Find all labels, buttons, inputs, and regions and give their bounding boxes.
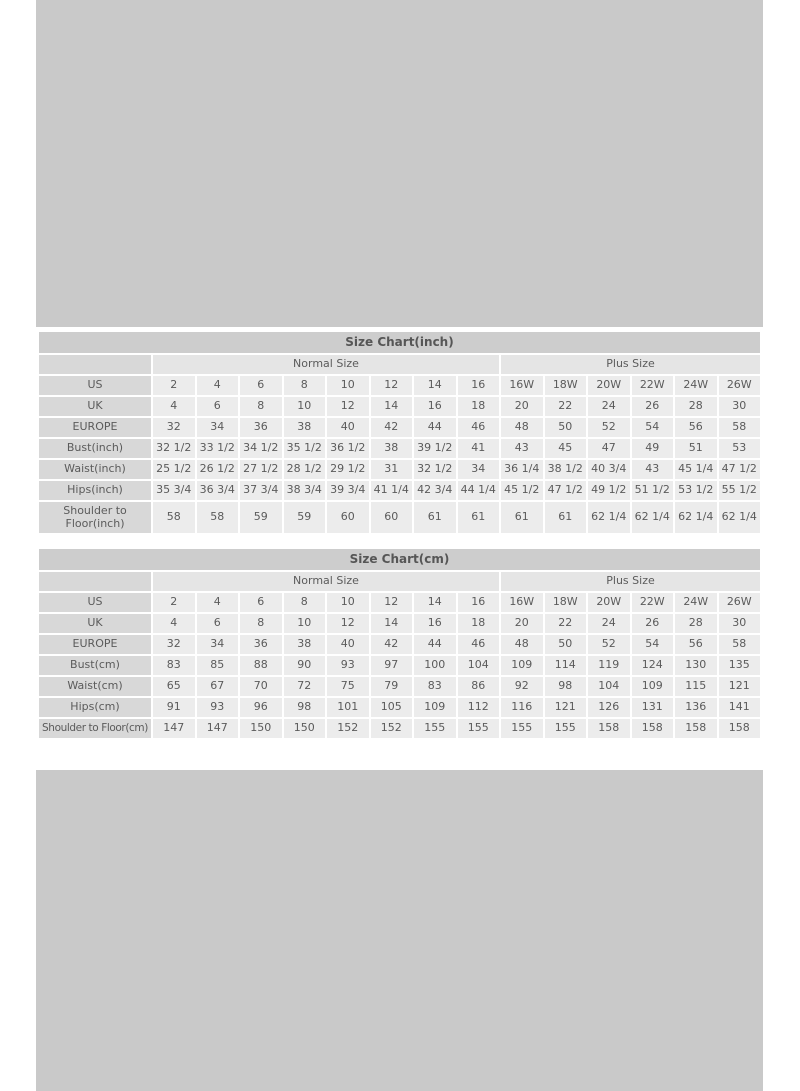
size-cell: 85	[197, 656, 239, 675]
size-cell: 6	[197, 397, 239, 416]
table-row	[39, 635, 760, 654]
size-cell: 30	[719, 397, 761, 416]
size-cell: 39 1/2	[414, 439, 456, 458]
size-cell: 56	[675, 635, 717, 654]
size-cell: 25 1/2	[153, 460, 195, 479]
size-cell: 20W	[588, 593, 630, 612]
size-cell: 4	[197, 376, 239, 395]
size-cell: 158	[588, 719, 630, 738]
size-cell: 70	[240, 677, 282, 696]
size-cell: 83	[414, 677, 456, 696]
size-cell: 48	[501, 635, 543, 654]
size-cell: 41 1/4	[371, 481, 413, 500]
size-cell: 54	[632, 635, 674, 654]
size-cell: 18W	[545, 376, 587, 395]
table-body	[39, 376, 760, 533]
table-row	[39, 460, 760, 479]
size-cell: 83	[153, 656, 195, 675]
size-cell: 62 1/4	[588, 502, 630, 533]
size-cell: 158	[632, 719, 674, 738]
size-cell: 32	[153, 635, 195, 654]
size-cell: 121	[545, 698, 587, 717]
row-label: Hips(inch)	[39, 481, 151, 500]
size-cell: 34	[197, 635, 239, 654]
size-cell: 4	[197, 593, 239, 612]
size-cell: 136	[675, 698, 717, 717]
size-cell: 43	[501, 439, 543, 458]
table-title-row	[39, 332, 760, 353]
size-cell: 126	[588, 698, 630, 717]
plus-size-header: Plus Size	[501, 572, 760, 591]
size-cell: 42	[371, 635, 413, 654]
row-label: UK	[39, 397, 151, 416]
size-cell: 14	[371, 397, 413, 416]
size-cell: 47 1/2	[719, 460, 761, 479]
size-cell: 24W	[675, 376, 717, 395]
table-header	[39, 332, 760, 374]
size-cell: 26W	[719, 376, 761, 395]
size-cell: 36 1/4	[501, 460, 543, 479]
size-cell: 16W	[501, 376, 543, 395]
size-cell: 16W	[501, 593, 543, 612]
size-cell: 36 3/4	[197, 481, 239, 500]
size-cell: 39 3/4	[327, 481, 369, 500]
size-cell: 51 1/2	[632, 481, 674, 500]
size-cell: 26 1/2	[197, 460, 239, 479]
size-cell: 48	[501, 418, 543, 437]
size-cell: 50	[545, 635, 587, 654]
size-cell: 26W	[719, 593, 761, 612]
normal-size-header: Normal Size	[153, 355, 499, 374]
size-cell: 37 3/4	[240, 481, 282, 500]
row-label: Shoulder to Floor(inch)	[39, 502, 151, 533]
row-label: US	[39, 593, 151, 612]
size-cell: 6	[240, 593, 282, 612]
size-cell: 38	[371, 439, 413, 458]
size-cell: 32	[153, 418, 195, 437]
table-body	[39, 593, 760, 738]
size-cell: 14	[371, 614, 413, 633]
size-cell: 28	[675, 397, 717, 416]
size-cell: 51	[675, 439, 717, 458]
size-cell: 14	[414, 376, 456, 395]
table-row	[39, 719, 760, 738]
size-cell: 97	[371, 656, 413, 675]
table-row	[39, 418, 760, 437]
size-cell: 30	[719, 614, 761, 633]
size-cell: 32 1/2	[153, 439, 195, 458]
size-cell: 152	[371, 719, 413, 738]
table-row	[39, 481, 760, 500]
size-cell: 158	[719, 719, 761, 738]
row-label: Shoulder to Floor(cm)	[39, 719, 151, 738]
size-cell: 2	[153, 593, 195, 612]
size-cell: 14	[414, 593, 456, 612]
size-cell: 32 1/2	[414, 460, 456, 479]
size-group-row	[39, 355, 760, 374]
size-cell: 45	[545, 439, 587, 458]
size-cell: 47 1/2	[545, 481, 587, 500]
size-cell: 114	[545, 656, 587, 675]
size-chart-cm-table	[37, 547, 762, 740]
size-cell: 8	[284, 593, 326, 612]
size-cell: 52	[588, 635, 630, 654]
size-cell: 22	[545, 397, 587, 416]
size-cell: 155	[501, 719, 543, 738]
size-cell: 43	[632, 460, 674, 479]
size-cell: 135	[719, 656, 761, 675]
size-cell: 45 1/2	[501, 481, 543, 500]
size-cell: 12	[371, 593, 413, 612]
size-cell: 40	[327, 635, 369, 654]
size-cell: 115	[675, 677, 717, 696]
size-cell: 28	[675, 614, 717, 633]
size-cell: 6	[240, 376, 282, 395]
size-cell: 10	[284, 614, 326, 633]
size-cell: 22	[545, 614, 587, 633]
size-cell: 42 3/4	[414, 481, 456, 500]
size-cell: 44 1/4	[458, 481, 500, 500]
size-cell: 24	[588, 397, 630, 416]
size-cell: 12	[327, 614, 369, 633]
size-cell: 22W	[632, 376, 674, 395]
row-label: Waist(cm)	[39, 677, 151, 696]
size-cell: 150	[240, 719, 282, 738]
size-cell: 55 1/2	[719, 481, 761, 500]
size-cell: 92	[501, 677, 543, 696]
size-cell: 35 3/4	[153, 481, 195, 500]
size-cell: 130	[675, 656, 717, 675]
size-cell: 62 1/4	[675, 502, 717, 533]
size-cell: 54	[632, 418, 674, 437]
size-cell: 16	[458, 376, 500, 395]
corner-cell	[39, 355, 151, 374]
table-title: Size Chart(cm)	[39, 549, 760, 570]
size-cell: 155	[458, 719, 500, 738]
size-cell: 10	[327, 593, 369, 612]
size-cell: 152	[327, 719, 369, 738]
size-cell: 34 1/2	[240, 439, 282, 458]
table-row	[39, 593, 760, 612]
size-cell: 49	[632, 439, 674, 458]
size-cell: 16	[458, 593, 500, 612]
size-cell: 65	[153, 677, 195, 696]
size-cell: 155	[545, 719, 587, 738]
size-cell: 101	[327, 698, 369, 717]
size-cell: 109	[414, 698, 456, 717]
size-cell: 96	[240, 698, 282, 717]
size-cell: 98	[284, 698, 326, 717]
size-cell: 93	[327, 656, 369, 675]
size-cell: 36 1/2	[327, 439, 369, 458]
size-cell: 79	[371, 677, 413, 696]
row-label: Hips(cm)	[39, 698, 151, 717]
size-cell: 8	[240, 614, 282, 633]
table-row	[39, 397, 760, 416]
table-row	[39, 656, 760, 675]
row-label: Bust(inch)	[39, 439, 151, 458]
size-cell: 86	[458, 677, 500, 696]
size-cell: 72	[284, 677, 326, 696]
size-cell: 53 1/2	[675, 481, 717, 500]
size-cell: 38 1/2	[545, 460, 587, 479]
size-cell: 75	[327, 677, 369, 696]
size-cell: 61	[458, 502, 500, 533]
size-cell: 58	[719, 418, 761, 437]
size-cell: 88	[240, 656, 282, 675]
size-chart-inch-table	[37, 330, 762, 535]
size-cell: 56	[675, 418, 717, 437]
size-cell: 155	[414, 719, 456, 738]
size-cell: 38 3/4	[284, 481, 326, 500]
size-cell: 26	[632, 614, 674, 633]
size-cell: 40	[327, 418, 369, 437]
size-chart-panel	[36, 327, 763, 770]
size-cell: 33 1/2	[197, 439, 239, 458]
size-cell: 59	[284, 502, 326, 533]
size-cell: 8	[240, 397, 282, 416]
size-cell: 20	[501, 614, 543, 633]
size-cell: 104	[588, 677, 630, 696]
size-cell: 47	[588, 439, 630, 458]
size-cell: 40 3/4	[588, 460, 630, 479]
size-cell: 98	[545, 677, 587, 696]
size-cell: 24	[588, 614, 630, 633]
size-cell: 90	[284, 656, 326, 675]
size-cell: 52	[588, 418, 630, 437]
size-cell: 150	[284, 719, 326, 738]
size-cell: 61	[545, 502, 587, 533]
size-cell: 16	[414, 397, 456, 416]
size-cell: 24W	[675, 593, 717, 612]
size-cell: 20	[501, 397, 543, 416]
corner-cell	[39, 572, 151, 591]
size-cell: 109	[632, 677, 674, 696]
size-cell: 116	[501, 698, 543, 717]
table-row	[39, 439, 760, 458]
size-cell: 34	[458, 460, 500, 479]
size-cell: 67	[197, 677, 239, 696]
size-cell: 29 1/2	[327, 460, 369, 479]
size-cell: 105	[371, 698, 413, 717]
size-cell: 41	[458, 439, 500, 458]
size-cell: 121	[719, 677, 761, 696]
size-cell: 119	[588, 656, 630, 675]
size-cell: 10	[284, 397, 326, 416]
table-row	[39, 614, 760, 633]
size-cell: 8	[284, 376, 326, 395]
size-cell: 58	[719, 635, 761, 654]
size-cell: 20W	[588, 376, 630, 395]
size-cell: 124	[632, 656, 674, 675]
size-cell: 34	[197, 418, 239, 437]
size-cell: 53	[719, 439, 761, 458]
normal-size-header: Normal Size	[153, 572, 499, 591]
size-cell: 112	[458, 698, 500, 717]
size-cell: 93	[197, 698, 239, 717]
size-cell: 35 1/2	[284, 439, 326, 458]
size-cell: 109	[501, 656, 543, 675]
size-cell: 18	[458, 397, 500, 416]
size-cell: 31	[371, 460, 413, 479]
table-row	[39, 376, 760, 395]
size-cell: 36	[240, 418, 282, 437]
size-cell: 49 1/2	[588, 481, 630, 500]
size-cell: 4	[153, 397, 195, 416]
size-cell: 36	[240, 635, 282, 654]
size-cell: 28 1/2	[284, 460, 326, 479]
size-cell: 16	[414, 614, 456, 633]
size-cell: 131	[632, 698, 674, 717]
size-cell: 141	[719, 698, 761, 717]
size-cell: 38	[284, 418, 326, 437]
table-row	[39, 502, 760, 533]
size-cell: 10	[327, 376, 369, 395]
size-cell: 46	[458, 635, 500, 654]
table-title-row	[39, 549, 760, 570]
size-cell: 4	[153, 614, 195, 633]
plus-size-header: Plus Size	[501, 355, 760, 374]
table-title: Size Chart(inch)	[39, 332, 760, 353]
size-cell: 2	[153, 376, 195, 395]
size-cell: 45 1/4	[675, 460, 717, 479]
size-cell: 27 1/2	[240, 460, 282, 479]
size-cell: 58	[153, 502, 195, 533]
size-cell: 59	[240, 502, 282, 533]
row-label: Bust(cm)	[39, 656, 151, 675]
size-cell: 60	[371, 502, 413, 533]
size-cell: 44	[414, 635, 456, 654]
row-label: Waist(inch)	[39, 460, 151, 479]
size-cell: 91	[153, 698, 195, 717]
size-cell: 158	[675, 719, 717, 738]
row-label: UK	[39, 614, 151, 633]
size-group-row	[39, 572, 760, 591]
size-cell: 60	[327, 502, 369, 533]
size-cell: 18	[458, 614, 500, 633]
size-cell: 100	[414, 656, 456, 675]
row-label: EUROPE	[39, 418, 151, 437]
size-cell: 104	[458, 656, 500, 675]
row-label: US	[39, 376, 151, 395]
size-cell: 147	[197, 719, 239, 738]
size-cell: 46	[458, 418, 500, 437]
size-cell: 61	[501, 502, 543, 533]
size-cell: 58	[197, 502, 239, 533]
table-header	[39, 549, 760, 591]
size-cell: 61	[414, 502, 456, 533]
size-cell: 22W	[632, 593, 674, 612]
size-cell: 42	[371, 418, 413, 437]
size-cell: 38	[284, 635, 326, 654]
size-cell: 147	[153, 719, 195, 738]
size-cell: 12	[327, 397, 369, 416]
size-cell: 62 1/4	[632, 502, 674, 533]
row-label: EUROPE	[39, 635, 151, 654]
size-cell: 18W	[545, 593, 587, 612]
table-row	[39, 677, 760, 696]
size-cell: 50	[545, 418, 587, 437]
size-cell: 62 1/4	[719, 502, 761, 533]
size-cell: 44	[414, 418, 456, 437]
size-cell: 6	[197, 614, 239, 633]
table-row	[39, 698, 760, 717]
size-cell: 12	[371, 376, 413, 395]
size-cell: 26	[632, 397, 674, 416]
